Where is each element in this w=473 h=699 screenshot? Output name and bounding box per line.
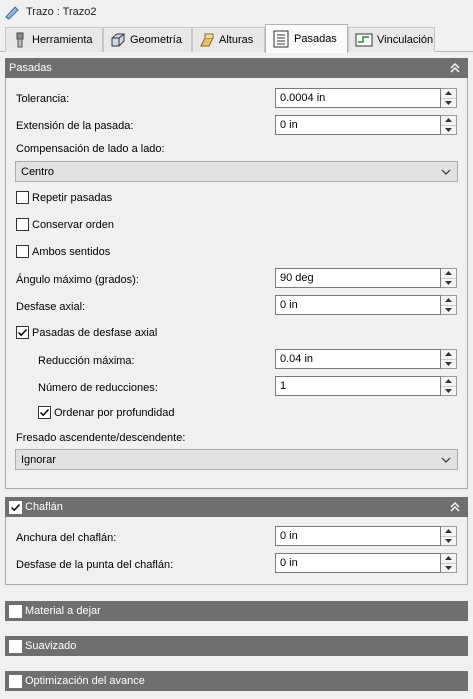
section-title: Chaflán — [25, 501, 63, 513]
repetir-checkbox[interactable] — [16, 191, 29, 204]
checkmark-icon — [39, 407, 50, 418]
repetir-checkbox-row[interactable] — [16, 191, 112, 204]
spin-up-icon[interactable] — [441, 116, 456, 126]
chevron-down-icon — [441, 167, 451, 177]
tab-alturas[interactable] — [192, 27, 265, 52]
spin-down-icon[interactable] — [441, 387, 456, 396]
fresado-dropdown[interactable] — [15, 449, 458, 470]
window-title: Trazo : Trazo2 — [26, 6, 97, 18]
punta-spinbox[interactable] — [275, 553, 457, 573]
spin-down-icon[interactable] — [441, 99, 456, 108]
suavizado-checkbox[interactable] — [9, 640, 22, 653]
angulo-label: Ángulo máximo (grados): — [16, 274, 139, 286]
spin-up-icon[interactable] — [441, 296, 456, 306]
extension-value[interactable]: 0 in — [275, 115, 441, 135]
tab-pasadas[interactable] — [265, 24, 348, 53]
spin-down-icon[interactable] — [441, 564, 456, 573]
collapse-icon[interactable] — [448, 61, 462, 75]
fresado-label: Fresado ascendente/descendente: — [16, 432, 186, 444]
angulo-value[interactable]: 90 deg — [275, 268, 441, 288]
window-title-bar — [0, 0, 473, 24]
ordenar-checkbox[interactable] — [38, 406, 51, 419]
spin-up-icon[interactable] — [441, 89, 456, 99]
section-title: Material a dejar — [25, 605, 101, 617]
tolerancia-spinbox[interactable] — [275, 88, 457, 108]
conservar-label: Conservar orden — [32, 218, 114, 231]
checkmark-icon — [17, 327, 28, 338]
tab-herramienta[interactable] — [5, 27, 103, 52]
desfase-value[interactable]: 0 in — [275, 295, 441, 315]
tab-label: Geometría — [130, 34, 182, 46]
ambos-label: Ambos sentidos — [32, 245, 111, 258]
conservar-checkbox-row[interactable] — [16, 218, 114, 231]
pasadas-desfase-checkbox-row[interactable] — [16, 326, 157, 339]
numero-spinbox[interactable] — [275, 376, 457, 396]
reduccion-value[interactable]: 0.04 in — [275, 349, 441, 369]
anchura-value[interactable]: 0 in — [275, 526, 441, 546]
spin-up-icon[interactable] — [441, 554, 456, 564]
spin-down-icon[interactable] — [441, 126, 456, 135]
pasadas-section-header[interactable] — [5, 58, 468, 78]
spin-up-icon[interactable] — [441, 269, 456, 279]
spin-down-icon[interactable] — [441, 537, 456, 546]
section-title: Pasadas — [9, 62, 52, 74]
spin-down-icon[interactable] — [441, 306, 456, 315]
suavizado-section-header[interactable] — [5, 636, 468, 656]
reduccion-label: Reducción máxima: — [38, 355, 135, 367]
geometry-icon — [110, 32, 126, 48]
material-checkbox[interactable] — [9, 605, 22, 618]
chevron-down-icon — [441, 455, 451, 465]
desfase-label: Desfase axial: — [16, 301, 86, 313]
pasadas-desfase-checkbox[interactable] — [16, 326, 29, 339]
optimizacion-checkbox[interactable] — [9, 675, 22, 688]
tab-label: Herramienta — [32, 34, 93, 46]
numero-value[interactable]: 1 — [275, 376, 441, 396]
ambos-checkbox[interactable] — [16, 245, 29, 258]
chaflan-section-header[interactable] — [5, 497, 468, 517]
extension-label: Extensión de la pasada: — [16, 120, 134, 132]
ordenar-label: Ordenar por profundidad — [54, 406, 175, 419]
anchura-label: Anchura del chaflán: — [16, 532, 117, 544]
ordenar-checkbox-row[interactable] — [38, 406, 174, 419]
anchura-spinbox[interactable] — [275, 526, 457, 546]
tolerancia-value[interactable]: 0.0004 in — [275, 88, 441, 108]
numero-label: Número de reducciones: — [38, 382, 158, 394]
section-title: Suavizado — [25, 640, 77, 652]
checkmark-icon — [10, 502, 21, 513]
tool-icon — [12, 32, 28, 48]
spin-down-icon[interactable] — [441, 279, 456, 288]
tab-label: Vinculación — [377, 34, 434, 46]
ambos-checkbox-row[interactable] — [16, 245, 110, 258]
tab-label: Alturas — [219, 34, 254, 46]
linking-icon — [355, 32, 373, 48]
trace-icon — [4, 4, 20, 20]
pasadas-desfase-label: Pasadas de desfase axial — [32, 326, 158, 339]
tab-geometria[interactable] — [103, 27, 192, 52]
fresado-value: Ignorar — [21, 453, 56, 466]
angulo-spinbox[interactable] — [275, 268, 457, 288]
compensacion-dropdown[interactable] — [15, 161, 458, 182]
passes-icon — [272, 30, 290, 48]
tab-label: Pasadas — [294, 33, 337, 45]
punta-value[interactable]: 0 in — [275, 553, 441, 573]
optimizacion-section-header[interactable] — [5, 671, 468, 691]
conservar-checkbox[interactable] — [16, 218, 29, 231]
spin-down-icon[interactable] — [441, 360, 456, 369]
tab-strip — [0, 24, 473, 52]
tolerancia-label: Tolerancia: — [16, 93, 70, 105]
heights-icon — [199, 32, 215, 48]
compensacion-value: Centro — [21, 165, 55, 178]
spin-up-icon[interactable] — [441, 377, 456, 387]
spin-up-icon[interactable] — [441, 350, 456, 360]
extension-spinbox[interactable] — [275, 115, 457, 135]
reduccion-spinbox[interactable] — [275, 349, 457, 369]
material-section-header[interactable] — [5, 601, 468, 621]
desfase-spinbox[interactable] — [275, 295, 457, 315]
spin-up-icon[interactable] — [441, 527, 456, 537]
compensacion-label: Compensación de lado a lado: — [16, 143, 165, 155]
tab-vinculacion[interactable] — [348, 27, 435, 52]
collapse-icon[interactable] — [448, 500, 462, 514]
section-title: Optimización del avance — [25, 675, 145, 687]
repetir-label: Repetir pasadas — [32, 191, 113, 204]
chaflan-checkbox[interactable] — [9, 501, 22, 514]
punta-label: Desfase de la punta del chaflán: — [16, 559, 174, 571]
